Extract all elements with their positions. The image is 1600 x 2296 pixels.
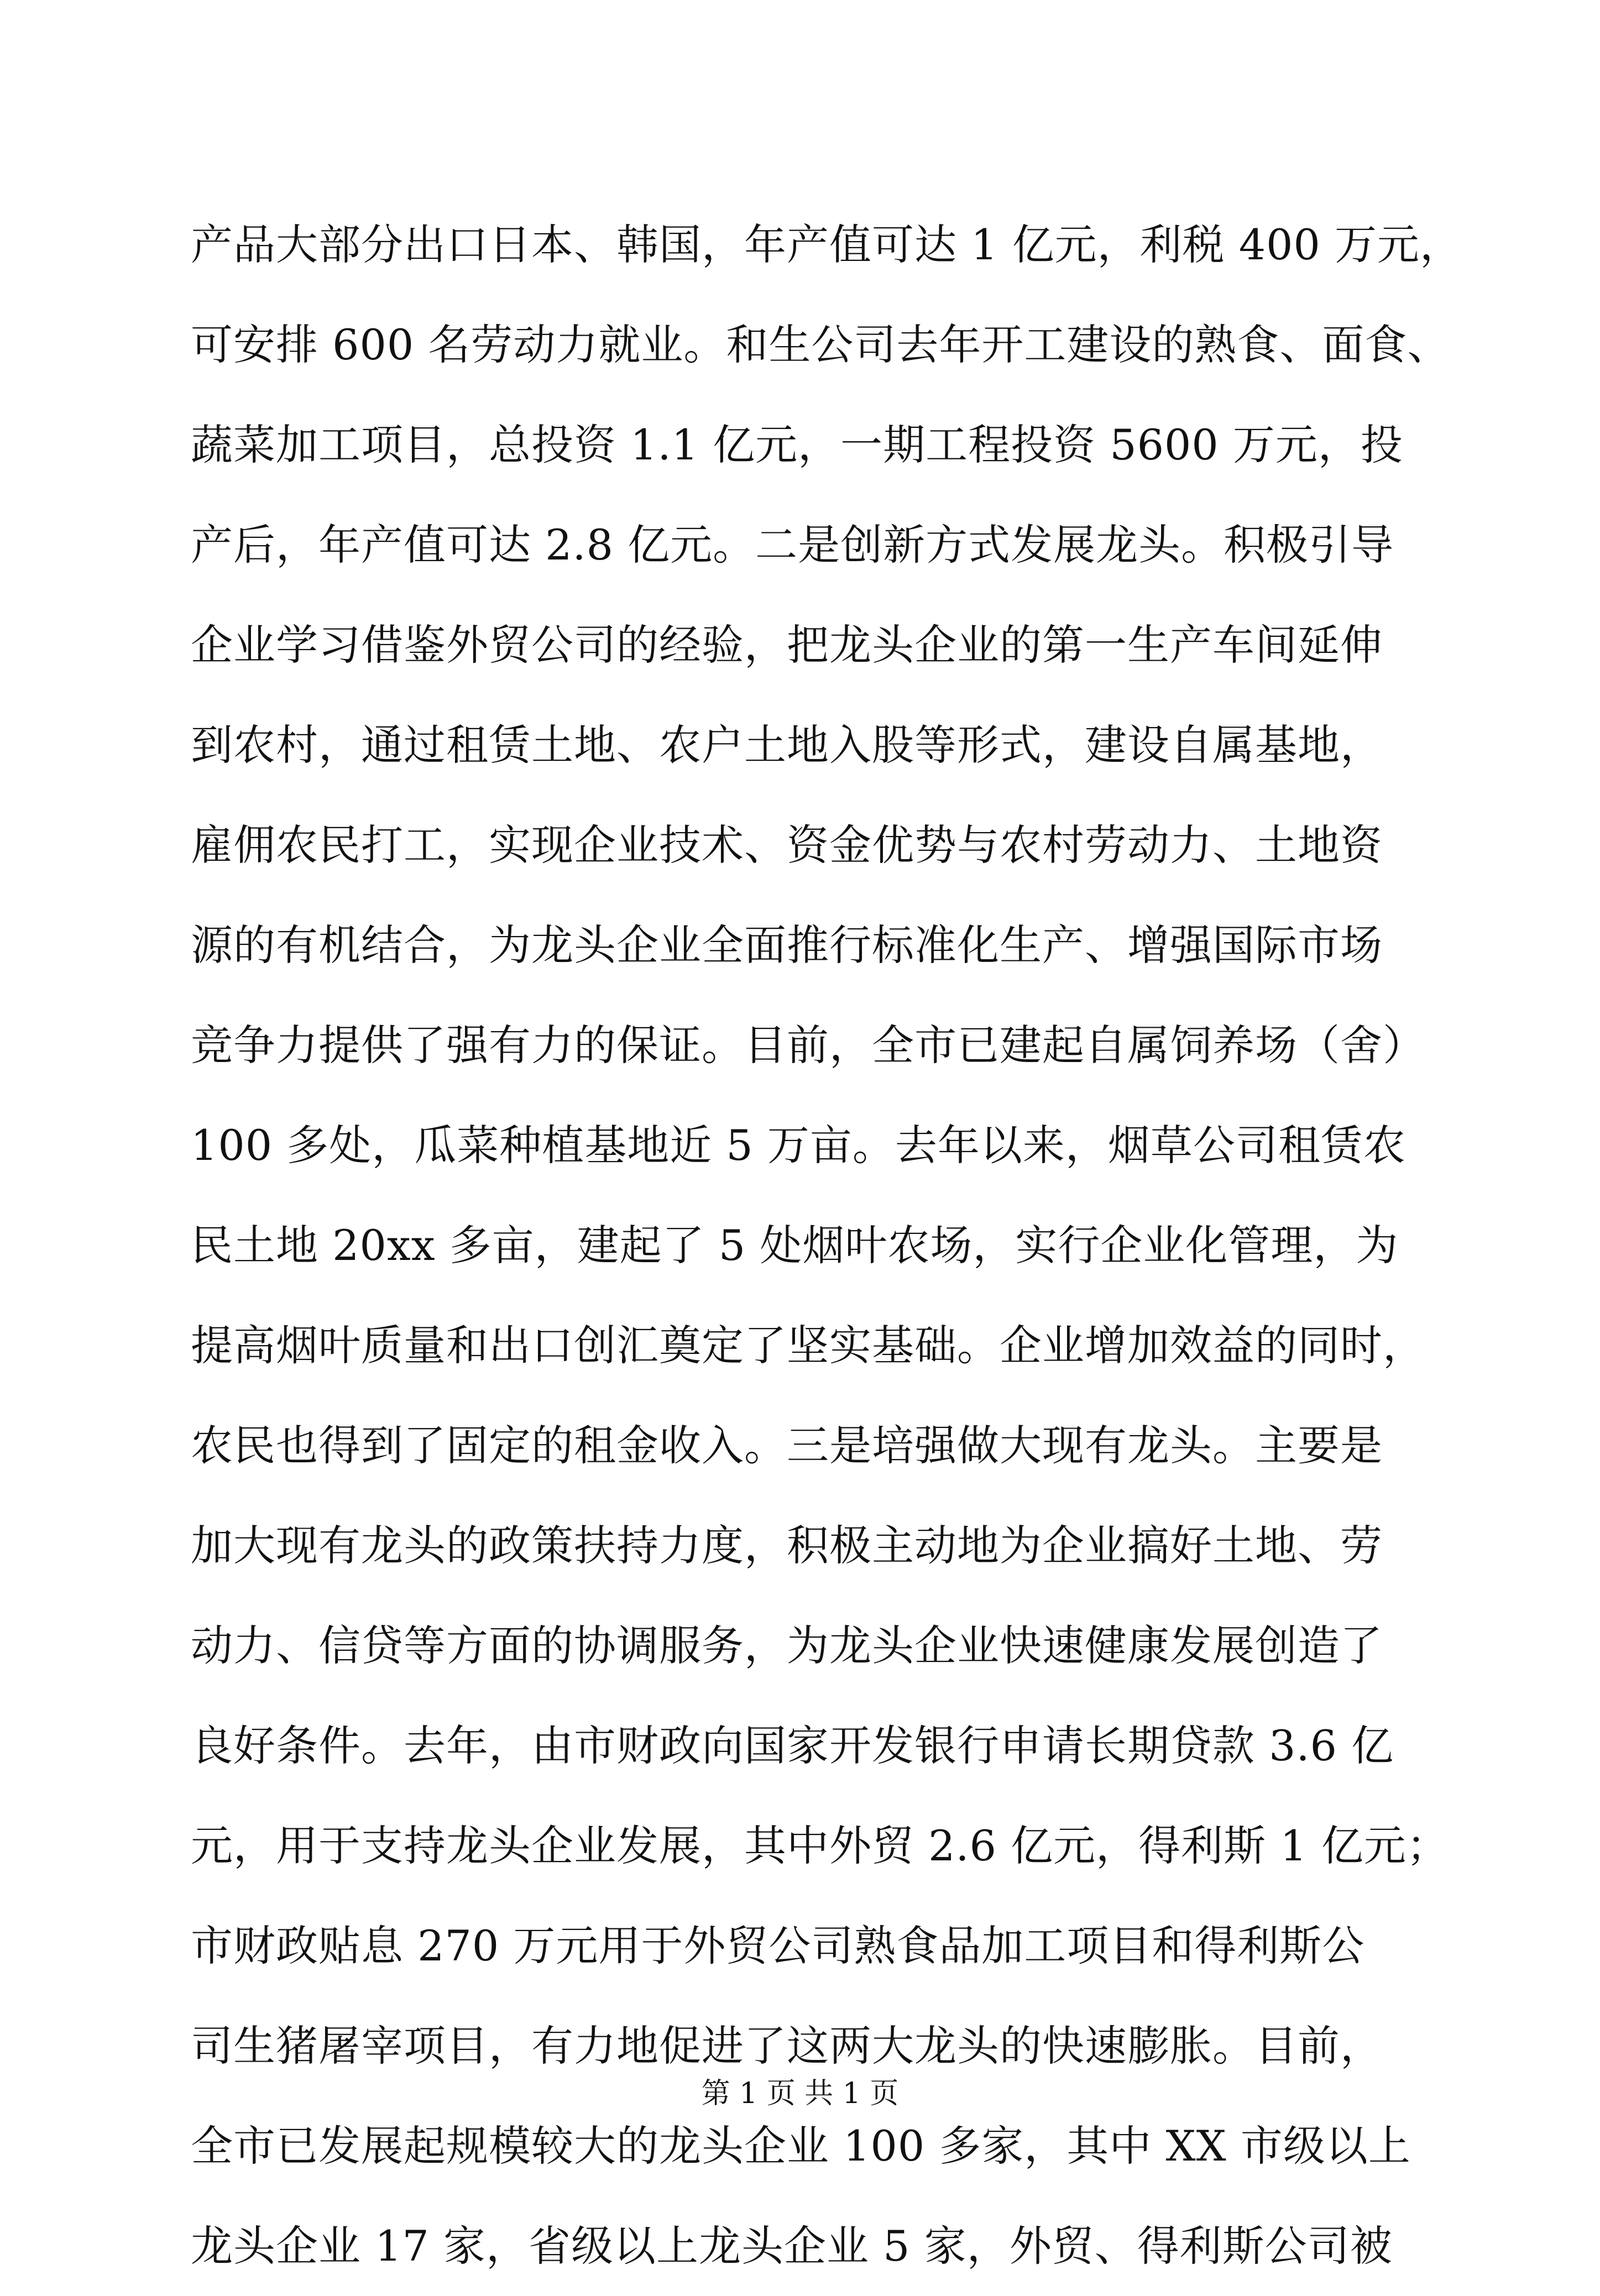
page-footer	[0, 2074, 1600, 2113]
page-number-label: 第 1 页 共 1 页	[701, 2077, 899, 2110]
text-line: 司生猪屠宰项目，有力地促进了这两大龙头的快速膨胀。目前，	[191, 2021, 1383, 2070]
text-line: 企业学习借鉴外贸公司的经验，把龙头企业的第一生产车间延伸	[191, 620, 1383, 670]
text-line: 加大现有龙头的政策扶持力度，积极主动地为企业搞好土地、劳	[191, 1521, 1383, 1570]
text-line: 竞争力提供了强有力的保证。目前，全市已建起自属饲养场（舍）	[191, 1021, 1425, 1070]
text-line: 100 多处，瓜菜种植基地近 5 万亩。去年以来，烟草公司租赁农	[191, 1121, 1406, 1170]
text-line: 蔬菜加工项目，总投资 1.1 亿元，一期工程投资 5600 万元，投	[191, 420, 1403, 469]
text-line: 提高烟叶质量和出口创汇奠定了坚实基础。企业增加效益的同时，	[191, 1321, 1425, 1370]
text-line: 元，用于支持龙头企业发展，其中外贸 2.6 亿元，得利斯 1 亿元；	[191, 1821, 1449, 1870]
text-line: 可安排 600 名劳动力就业。和生公司去年开工建设的熟食、面食、	[191, 320, 1450, 369]
text-line: 到农村，通过租赁土地、农户土地入股等形式，建设自属基地，	[191, 720, 1383, 770]
text-line: 雇佣农民打工，实现企业技术、资金优势与农村劳动力、土地资	[191, 820, 1383, 870]
text-line: 民土地 20xx 多亩，建起了 5 处烟叶农场，实行企业化管理，为	[191, 1221, 1399, 1270]
text-line: 动力、信贷等方面的协调服务，为龙头企业快速健康发展创造了	[191, 1621, 1383, 1670]
text-line: 龙头企业 17 家，省级以上龙头企业 5 家，外贸、得利斯公司被	[191, 2221, 1393, 2271]
text-line: 源的有机结合，为龙头企业全面推行标准化生产、增强国际市场	[191, 921, 1383, 970]
text-line: 全市已发展起规模较大的龙头企业 100 多家，其中 XX 市级以上	[191, 2121, 1411, 2171]
text-line: 产品大部分出口日本、韩国，年产值可达 1 亿元，利税 400 万元，	[191, 220, 1463, 269]
text-line: 良好条件。去年，由市财政向国家开发银行申请长期贷款 3.6 亿	[191, 1721, 1394, 1770]
text-line: 产后，年产值可达 2.8 亿元。二是创新方式发展龙头。积极引导	[191, 520, 1394, 569]
body-text	[191, 195, 1463, 2296]
text-line: 市财政贴息 270 万元用于外贸公司熟食品加工项目和得利斯公	[191, 1921, 1365, 1970]
text-line: 农民也得到了固定的租金收入。三是培强做大现有龙头。主要是	[191, 1421, 1383, 1470]
